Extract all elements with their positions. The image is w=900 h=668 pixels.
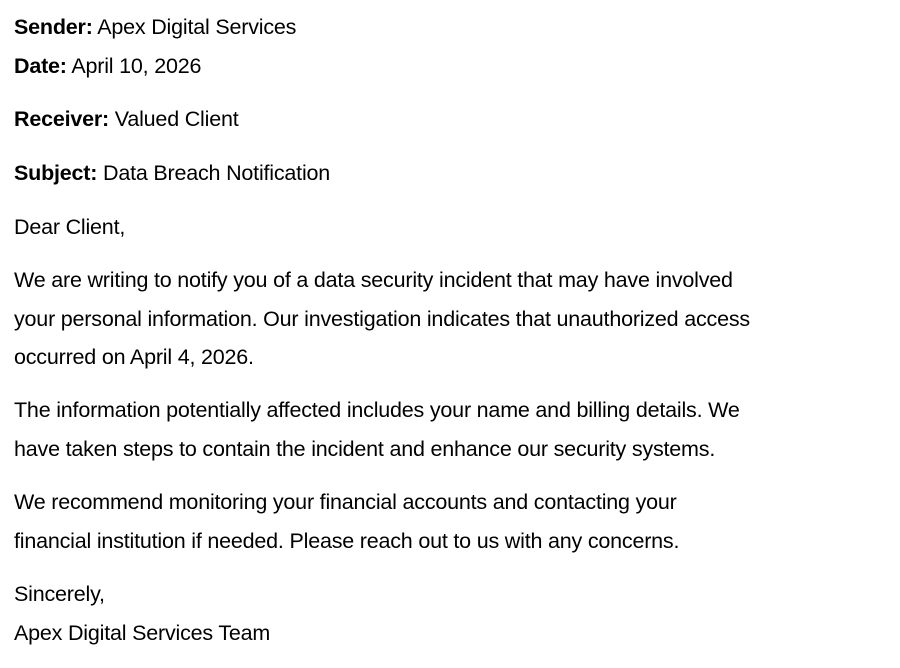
receiver-line (14, 105, 239, 133)
valediction: Sincerely, (14, 582, 105, 606)
sender-value: Apex Digital Services (97, 15, 297, 39)
paragraph-1-line-1: We are writing to notify you of a data security incident that may have involved (14, 268, 733, 292)
paragraph-3-line-1: We recommend monitoring your financial accounts and contacting your (14, 490, 677, 514)
paragraph-2-line-2: have taken steps to contain the incident and enhance our security systems. (14, 437, 716, 461)
subject-line (14, 159, 330, 187)
signature: Apex Digital Services Team (14, 621, 271, 645)
sender-label: Sender: (14, 15, 93, 39)
date-label: Date: (14, 54, 67, 78)
date-value: April 10, 2026 (71, 54, 202, 78)
paragraph-3-line-2: financial institution if needed. Please reach out to us with any concerns. (14, 529, 680, 553)
greeting: Dear Client, (14, 215, 126, 239)
receiver-label: Receiver: (14, 107, 110, 131)
receiver-value: Valued Client (114, 107, 239, 131)
subject-label: Subject: (14, 161, 98, 185)
date-line (14, 52, 201, 80)
paragraph-1-line-2: your personal information. Our investigation indicates that unauthorized access (14, 307, 750, 331)
sender-line (14, 13, 296, 41)
paragraph-2-line-1: The information potentially affected includes your name and billing details. We (14, 398, 740, 422)
paragraph-1-line-3: occurred on April 4, 2026. (14, 345, 254, 369)
subject-value: Data Breach Notification (103, 161, 331, 185)
